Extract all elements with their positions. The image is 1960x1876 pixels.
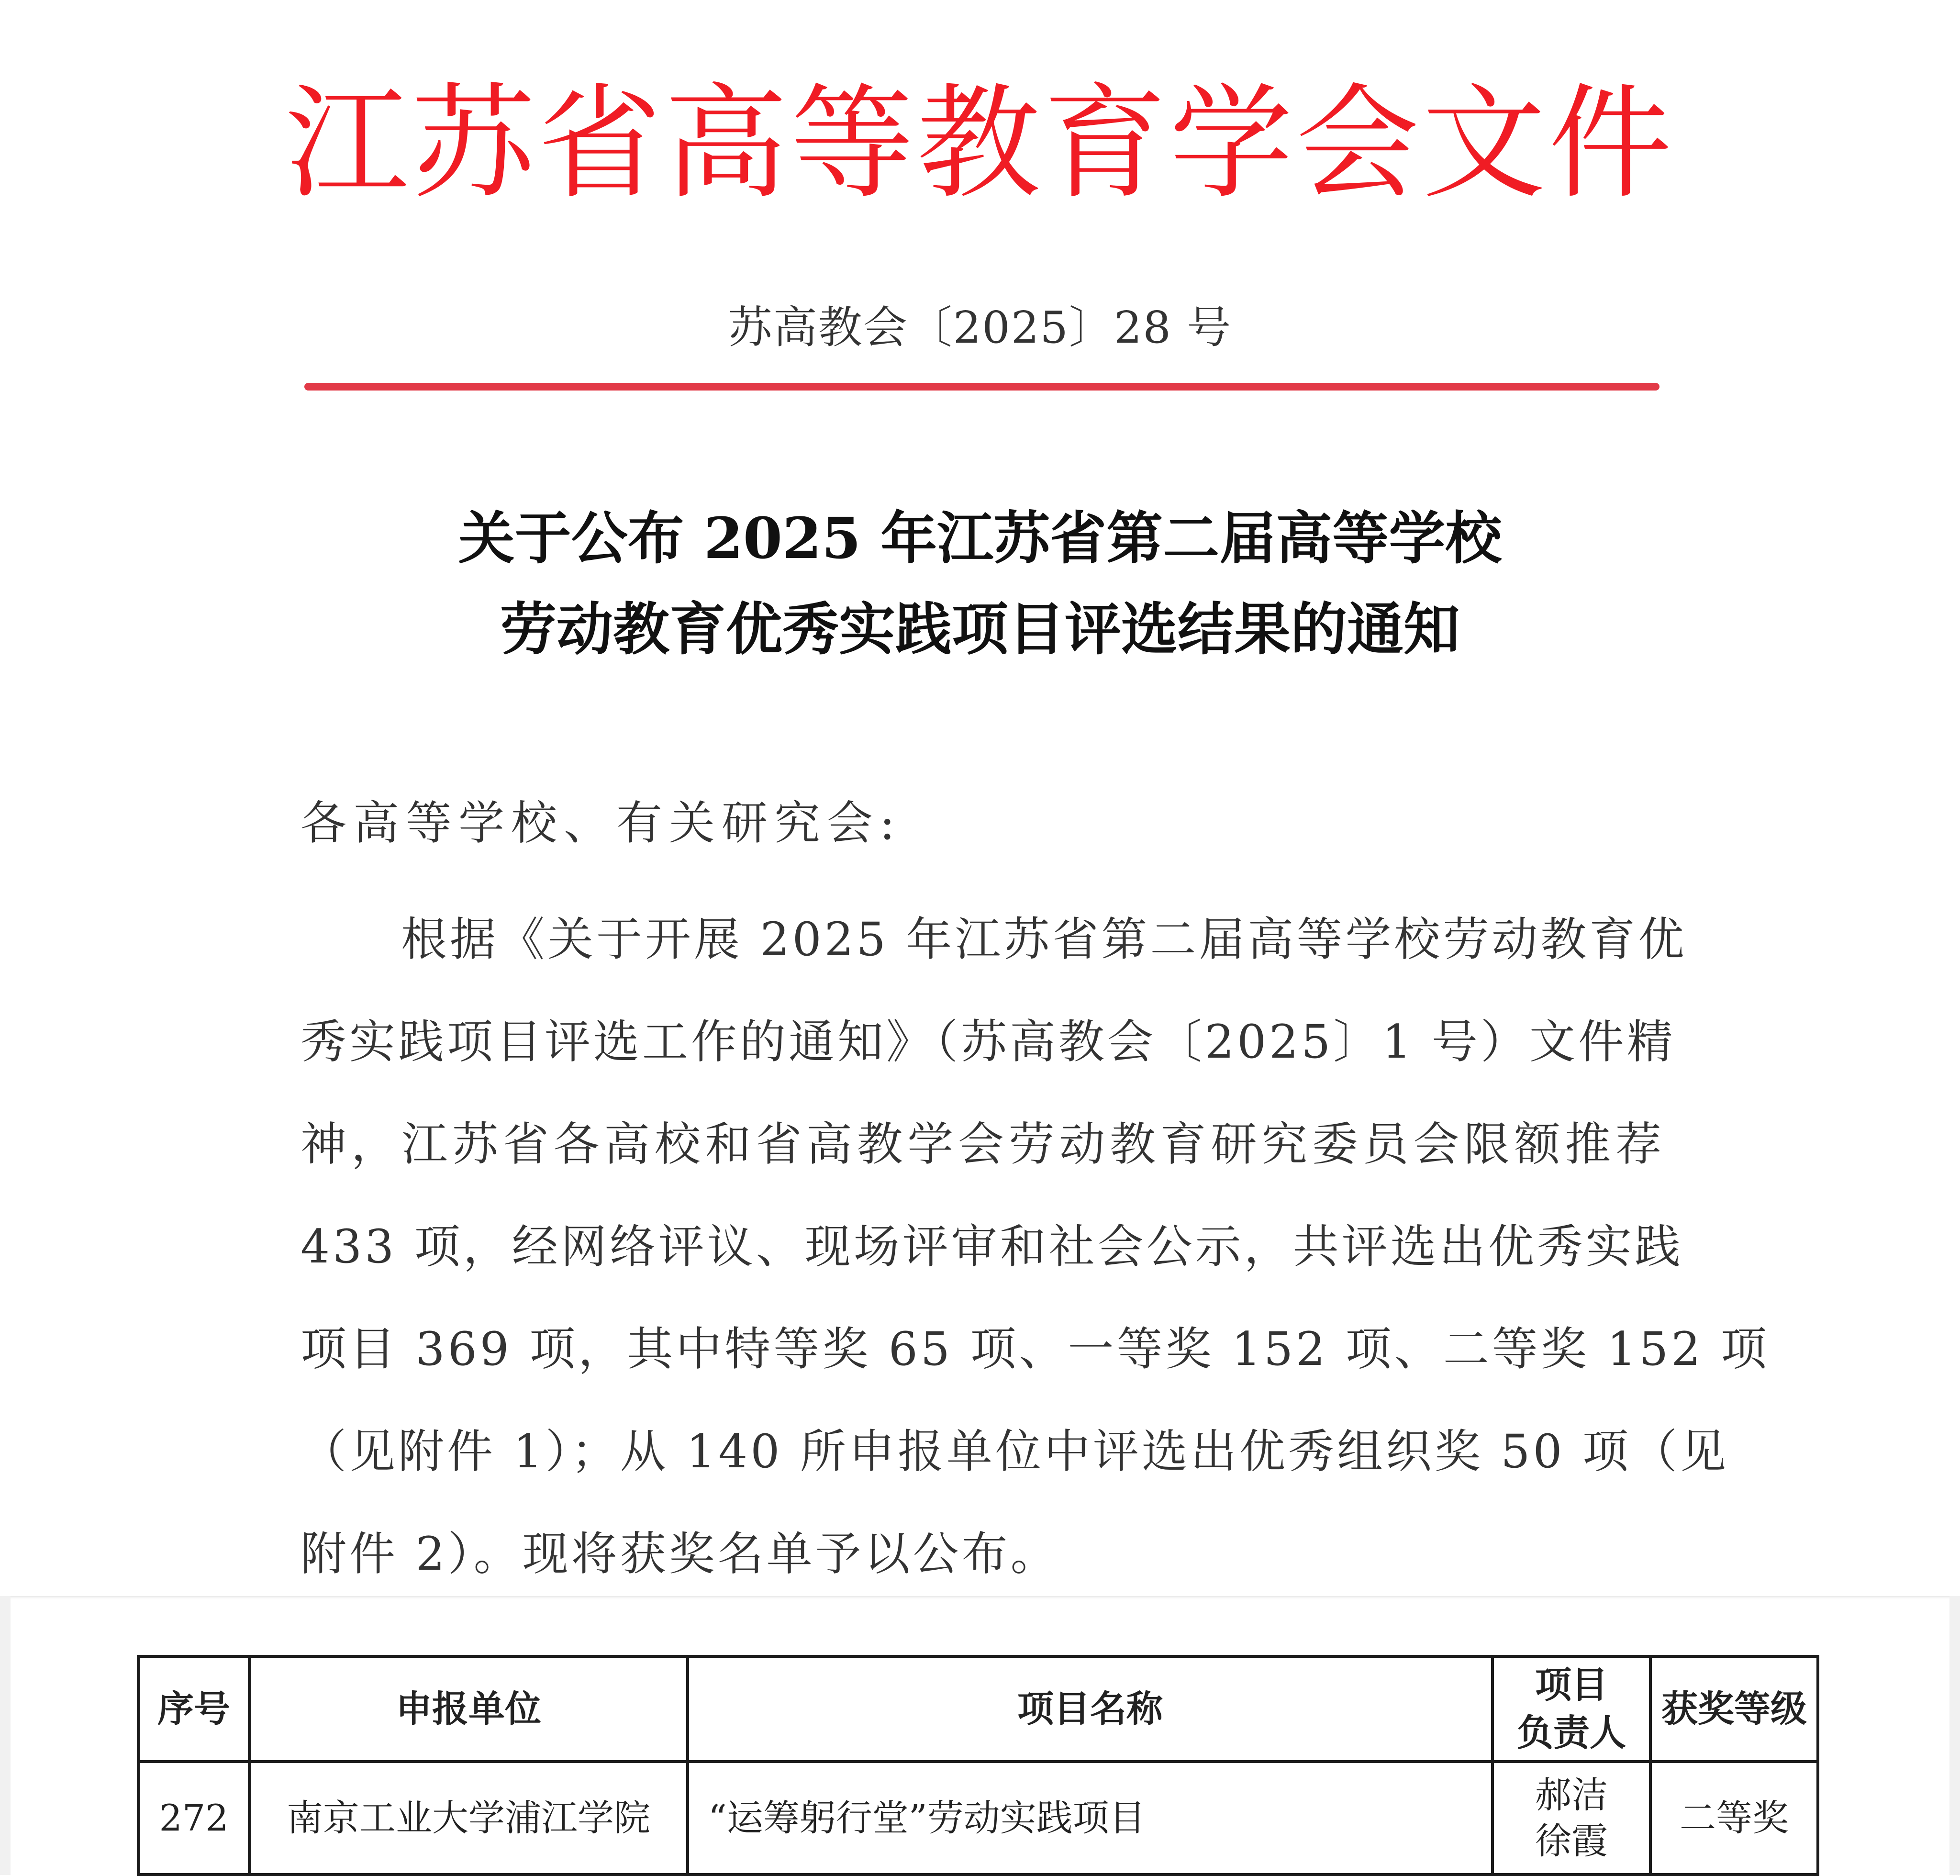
page-gutter-right: [1949, 1596, 1960, 1875]
award-table: [137, 1655, 1819, 1876]
header-leader: [1492, 1656, 1650, 1762]
body-line: 根据《关于开展 2025 年江苏省第二届高等学校劳动教育优: [401, 913, 1687, 966]
header-leader-line-1: 项目: [1535, 1664, 1608, 1706]
cell-unit: 南京工业大学浦江学院: [249, 1762, 688, 1875]
salutation: 各高等学校、有关研究会:: [301, 796, 902, 850]
body-paragraph: [301, 888, 1770, 1605]
body-line: 项目 369 项，其中特等奖 65 项、一等奖 152 项、二等奖 152 项: [301, 1322, 1770, 1376]
body-line: （见附件 1）；从 140 所申报单位中评选出优秀组织奖 50 项（见: [301, 1425, 1729, 1478]
cell-leader-1: 郝洁: [1535, 1774, 1608, 1816]
cell-award: 二等奖: [1650, 1762, 1818, 1875]
notice-title-line-1: 关于公布 2025 年江苏省第二届高等学校: [458, 505, 1502, 571]
header-award: 获奖等级: [1650, 1656, 1818, 1762]
table-header-row: [138, 1656, 1818, 1762]
cell-leader-2: 徐霞: [1535, 1820, 1608, 1862]
body-line: 神，江苏省各高校和省高教学会劳动教育研究委员会限额推荐: [301, 1117, 1664, 1171]
document-number: 苏高教会〔2025〕28 号: [728, 302, 1232, 353]
body-line: 433 项，经网络评议、现场评审和社会公示，共评选出优秀实践: [301, 1220, 1683, 1273]
body-line: 附件 2）。现将获奖名单予以公布。: [301, 1527, 1059, 1581]
header-unit: 申报单位: [249, 1656, 688, 1762]
cell-leaders: [1492, 1762, 1650, 1875]
cell-index: 272: [138, 1762, 249, 1875]
body-line: 秀实践项目评选工作的通知》（苏高教会〔2025〕1 号）文件精: [301, 1015, 1676, 1069]
header-leader-line-2: 负责人: [1517, 1711, 1626, 1754]
notice-title: [0, 493, 1960, 675]
header-project: 项目名称: [688, 1656, 1492, 1762]
notice-title-line-2: 劳动教育优秀实践项目评选结果的通知: [500, 596, 1460, 662]
cell-project: “运筹躬行堂”劳动实践项目: [688, 1762, 1492, 1875]
issuer-header: 江苏省高等教育学会文件: [285, 72, 1675, 215]
header-index: 序号: [138, 1656, 249, 1762]
red-divider: [304, 383, 1659, 391]
table-row: [138, 1762, 1818, 1875]
page-gutter-left: [0, 1596, 11, 1875]
